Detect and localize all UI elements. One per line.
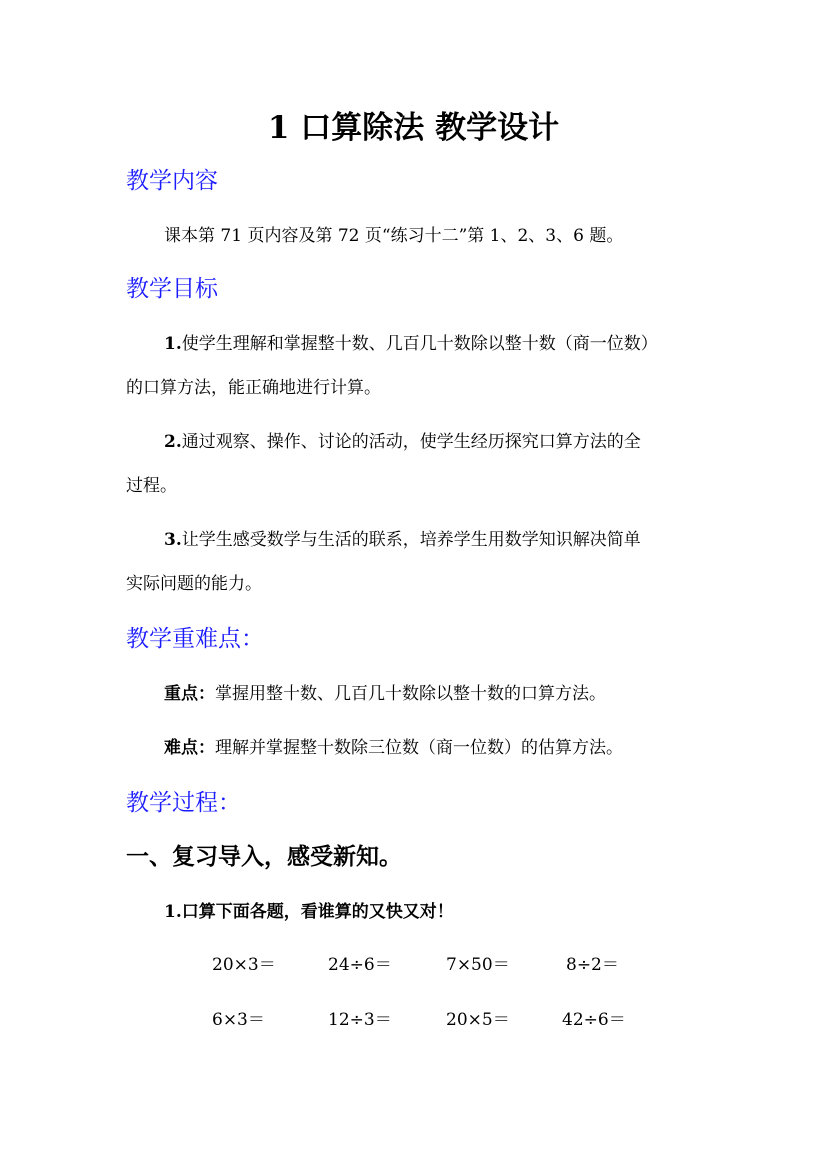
goal-2-line-2: 过程。 bbox=[126, 476, 177, 496]
section-heading-content: 教学内容 bbox=[126, 168, 218, 194]
content-paragraph: 课本第 71 页内容及第 72 页“练习十二”第 1、2、3、6 题。 bbox=[164, 226, 624, 246]
goal-1-number: 1. bbox=[164, 334, 182, 354]
difficulty-label: 难点： bbox=[164, 738, 215, 758]
goal-1-line-2: 的口算方法，能正确地进行计算。 bbox=[126, 378, 381, 398]
exercise-item: 8÷2＝ bbox=[566, 955, 619, 975]
section-heading-process: 教学过程： bbox=[126, 790, 241, 816]
section-heading-goals: 教学目标 bbox=[126, 276, 218, 302]
goal-3-line-2: 实际问题的能力。 bbox=[126, 574, 262, 594]
exercise-item: 6×3＝ bbox=[212, 1010, 265, 1030]
goal-2-number: 2. bbox=[164, 432, 182, 452]
difficulty-text: 理解并掌握整十数除三位数（商一位数）的估算方法。 bbox=[215, 738, 623, 758]
goal-3-number: 3. bbox=[164, 530, 182, 550]
exercise-item: 24÷6＝ bbox=[328, 955, 392, 975]
goal-2-line-1 bbox=[164, 427, 641, 452]
step-1-item-1: 1.口算下面各题，看谁算的又快又对！ bbox=[164, 902, 454, 922]
exercise-item: 20×5＝ bbox=[446, 1010, 510, 1030]
goal-3-text: 让学生感受数学与生活的联系，培养学生用数学知识解决简单 bbox=[181, 530, 641, 550]
section-heading-key-points: 教学重难点： bbox=[126, 626, 264, 652]
key-point-text: 掌握用整十数、几百几十数除以整十数的口算方法。 bbox=[215, 684, 606, 704]
exercise-item: 20×3＝ bbox=[212, 955, 276, 975]
key-point-line bbox=[164, 679, 606, 704]
exercise-item: 42÷6＝ bbox=[562, 1010, 626, 1030]
key-point-label: 重点： bbox=[164, 684, 215, 704]
exercise-item: 7×50＝ bbox=[446, 955, 510, 975]
goal-2-text: 通过观察、操作、讨论的活动，使学生经历探究口算方法的全 bbox=[181, 432, 641, 452]
goal-1-line-1 bbox=[164, 329, 658, 354]
page-title: 1 口算除法 教学设计 bbox=[267, 110, 560, 146]
step-1-heading: 一、复习导入，感受新知。 bbox=[126, 843, 402, 870]
difficulty-line bbox=[164, 733, 623, 758]
goal-3-line-1 bbox=[164, 525, 641, 550]
exercise-item: 12÷3＝ bbox=[328, 1010, 392, 1030]
goal-1-text: 使学生理解和掌握整十数、几百几十数除以整十数（商一位数） bbox=[181, 334, 658, 354]
